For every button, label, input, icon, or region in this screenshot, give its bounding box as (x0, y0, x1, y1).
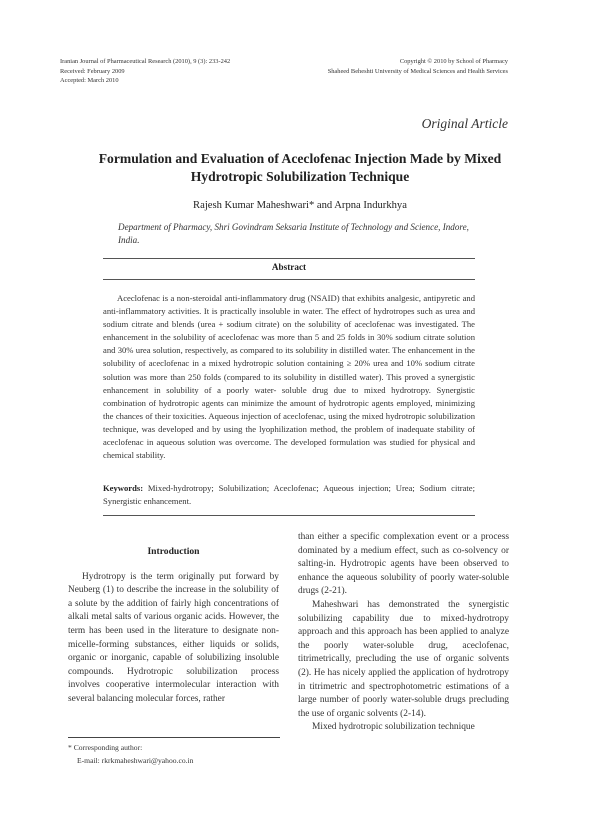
author-email: E-mail: rkrkmaheshwari@yahoo.co.in (77, 756, 194, 765)
keywords (103, 482, 475, 508)
accepted-date: Accepted: March 2010 (60, 77, 119, 85)
intro-paragraph-3: Mixed hydrotropic solubilization technique (312, 722, 475, 733)
keywords-label: Keywords: (103, 483, 144, 493)
abstract-heading: Abstract (271, 262, 307, 272)
paper-title (60, 150, 540, 185)
received-date: Received: February 2009 (60, 67, 125, 75)
keywords-text: Mixed-hydrotropy; Solubilization; Aceclofenac; Aqueous injection; Urea; Sodium citrate; Synergistic enhancement. (103, 483, 475, 507)
footnote-rule (68, 737, 280, 738)
corresponding-author-label: * Corresponding author: (68, 743, 143, 752)
intro-paragraph-continued: than either a specific complexation event or a process dominated by a medium effect, such as co-solvency or salting-in. Hydrotropic agents have been observed to enhance the aqueous solubility of poorly water-soluble drugs (2-21). (298, 532, 509, 597)
intro-paragraph-2: Maheshwari has demonstrated the synergistic solubilizing capability due to mixed-hydrotropy approach and this approach has been applied to analyze the poorly water-soluble drug, aceclofenac, titrimetrically, precluding the use of organic solvents (2). He has nicely applied the application of hydrotropy in titrimetric and spectrophotometric estimations of a large number of poorly water-soluble drugs precluding the use of organic solvents (2-14). (298, 599, 509, 719)
title-line-1: Formulation and Evaluation of Aceclofenac Injection Made by Mixed (98, 151, 502, 166)
journal-info (60, 57, 320, 86)
introduction-heading: Introduction (147, 546, 200, 557)
title-line-2: Hydrotropic Solubilization Technique (190, 168, 410, 184)
authors: Rajesh Kumar Maheshwari* and Arpna Indurkhya (193, 200, 407, 211)
intro-paragraph-1: Hydrotropy is the term originally put forward by Neuberg (1) to describe the increase in the solubility of a solute by the addition of fairly high concentrations of alkali metal salts of various organic acids. However, the term has been used in the literature to designate non-micelle-forming substances, either liquids or solids, organic or inorganic, capable of solubilizing insoluble compounds. Hydrotropic solubilization process involves cooperative intermolecular interaction with several balancing molecular forces, rather (68, 571, 279, 704)
footnote (68, 741, 280, 767)
copyright-line: Copyright © 2010 by School of Pharmacy (399, 58, 508, 65)
journal-citation: Iranian Journal of Pharmaceutical Research (2010), 9 (3): 233-242 (60, 58, 231, 65)
affiliation: Department of Pharmacy, Shri Govindram Seksaria Institute of Technology and Science, Indore, India. (118, 222, 469, 245)
abstract-bottom-rule (103, 515, 475, 516)
abstract-text: Aceclofenac is a non-steroidal anti-inflammatory drug (NSAID) that exhibits analgesic, antipyretic and anti-inflammatory activities. It is practically insoluble in water. The effect of hydrotropes such as urea and sodium citrate and blends (urea + sodium citrate) on the solubility of aceclofenac was investigated. The enhancement in the solubility of aceclofenac was more than 5 and 25 folds in 30% sodium citrate solution and 30% urea solution, respectively, as compared to its solubility in distilled water. The enhancement in the solubility of aceclofenac in a mixed hydrotropic solution containing ≥ 20% urea and 10% sodium citrate solution was more than 250 folds (compared to its solubility in distilled water). This proved a synergistic enhancement in solubility of a poorly water- soluble drug due to mixed hydrotropy. Synergistic combination of hydrotropic agents can minimize the amount of hydrotropic agents employed, minimizing the chances of their toxicities. Aqueous injection of aceclofenac, using the mixed hydrotropic solubilization technique, was developed and by using the lyophilization method, the problem of inadequate stability of aceclofenac in aqueous solution was overcome. The developed formulation was studied for physical and chemical stability. (103, 293, 475, 461)
institution-line: Shaheed Beheshti University of Medical Sciences and Health Services (327, 67, 508, 75)
article-type: Original Article (421, 116, 508, 131)
abstract-top-rule (103, 258, 475, 259)
left-column (68, 545, 279, 707)
copyright-info (290, 57, 508, 76)
abstract-heading-rule (103, 279, 475, 280)
right-column (298, 531, 509, 735)
